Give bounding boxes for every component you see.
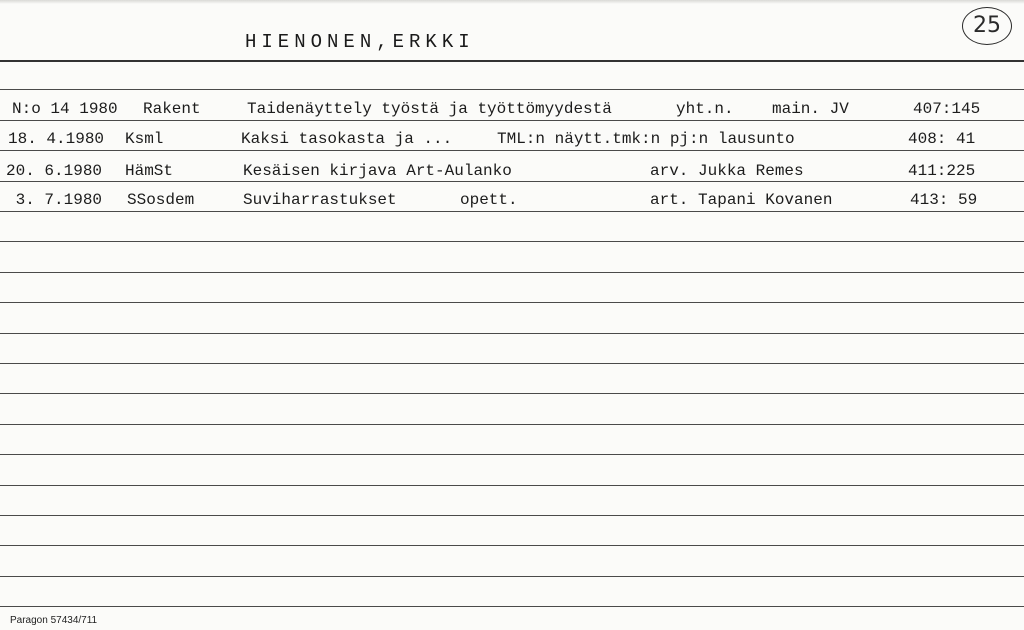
ruled-line xyxy=(0,545,1024,546)
entry-note: yht.n. xyxy=(676,100,734,118)
entry-title: Suviharrastukset xyxy=(243,191,397,209)
ruled-line xyxy=(0,363,1024,364)
entry-note: opett. xyxy=(460,191,518,209)
top-edge-shadow xyxy=(0,0,1024,4)
entry-source: Rakent xyxy=(143,100,201,118)
ruled-line xyxy=(0,89,1024,90)
card-entry xyxy=(0,100,1024,124)
entry-title: Taidenäyttely työstä ja työttömyydestä xyxy=(247,100,612,118)
entry-title: Kaksi tasokasta ja ... xyxy=(241,130,453,148)
ruled-line xyxy=(0,241,1024,242)
ruled-line xyxy=(0,606,1024,607)
entry-reference: 407:145 xyxy=(913,100,981,118)
entry-source: SSosdem xyxy=(127,191,195,209)
ruled-line xyxy=(0,576,1024,577)
card-entry xyxy=(0,130,1024,154)
entry-reference: 411:225 xyxy=(908,162,976,180)
card-number-circle: 25 xyxy=(962,7,1012,45)
ruled-line xyxy=(0,333,1024,334)
entry-role: main. JV xyxy=(772,100,849,118)
card-entry xyxy=(0,191,1024,215)
entry-source: HämSt xyxy=(125,162,174,180)
ruled-line xyxy=(0,302,1024,303)
entry-reference: 413: 59 xyxy=(910,191,978,209)
entry-date: N:o 14 1980 xyxy=(12,100,118,118)
entry-role: arv. Jukka Remes xyxy=(650,162,804,180)
ruled-line xyxy=(0,60,1024,62)
entry-source: Ksml xyxy=(125,130,164,148)
entry-date: 3. 7.1980 xyxy=(6,191,103,209)
card-entry xyxy=(0,162,1024,186)
ruled-line xyxy=(0,515,1024,516)
entry-title: Kesäisen kirjava Art-Aulanko xyxy=(243,162,512,180)
entry-note: TML:n näytt.tmk:n pj:n lausunto xyxy=(497,130,795,148)
ruled-line xyxy=(0,454,1024,455)
ruled-line xyxy=(0,272,1024,273)
printer-imprint: Paragon 57434/711 xyxy=(10,615,98,626)
ruled-line xyxy=(0,393,1024,394)
entry-date: 18. 4.1980 xyxy=(8,130,105,148)
entry-reference: 408: 41 xyxy=(908,130,976,148)
card-heading-name: HIENONEN,ERKKI xyxy=(245,31,475,53)
ruled-line xyxy=(0,485,1024,486)
ruled-line xyxy=(0,424,1024,425)
entry-role: art. Tapani Kovanen xyxy=(650,191,833,209)
entry-date: 20. 6.1980 xyxy=(6,162,103,180)
